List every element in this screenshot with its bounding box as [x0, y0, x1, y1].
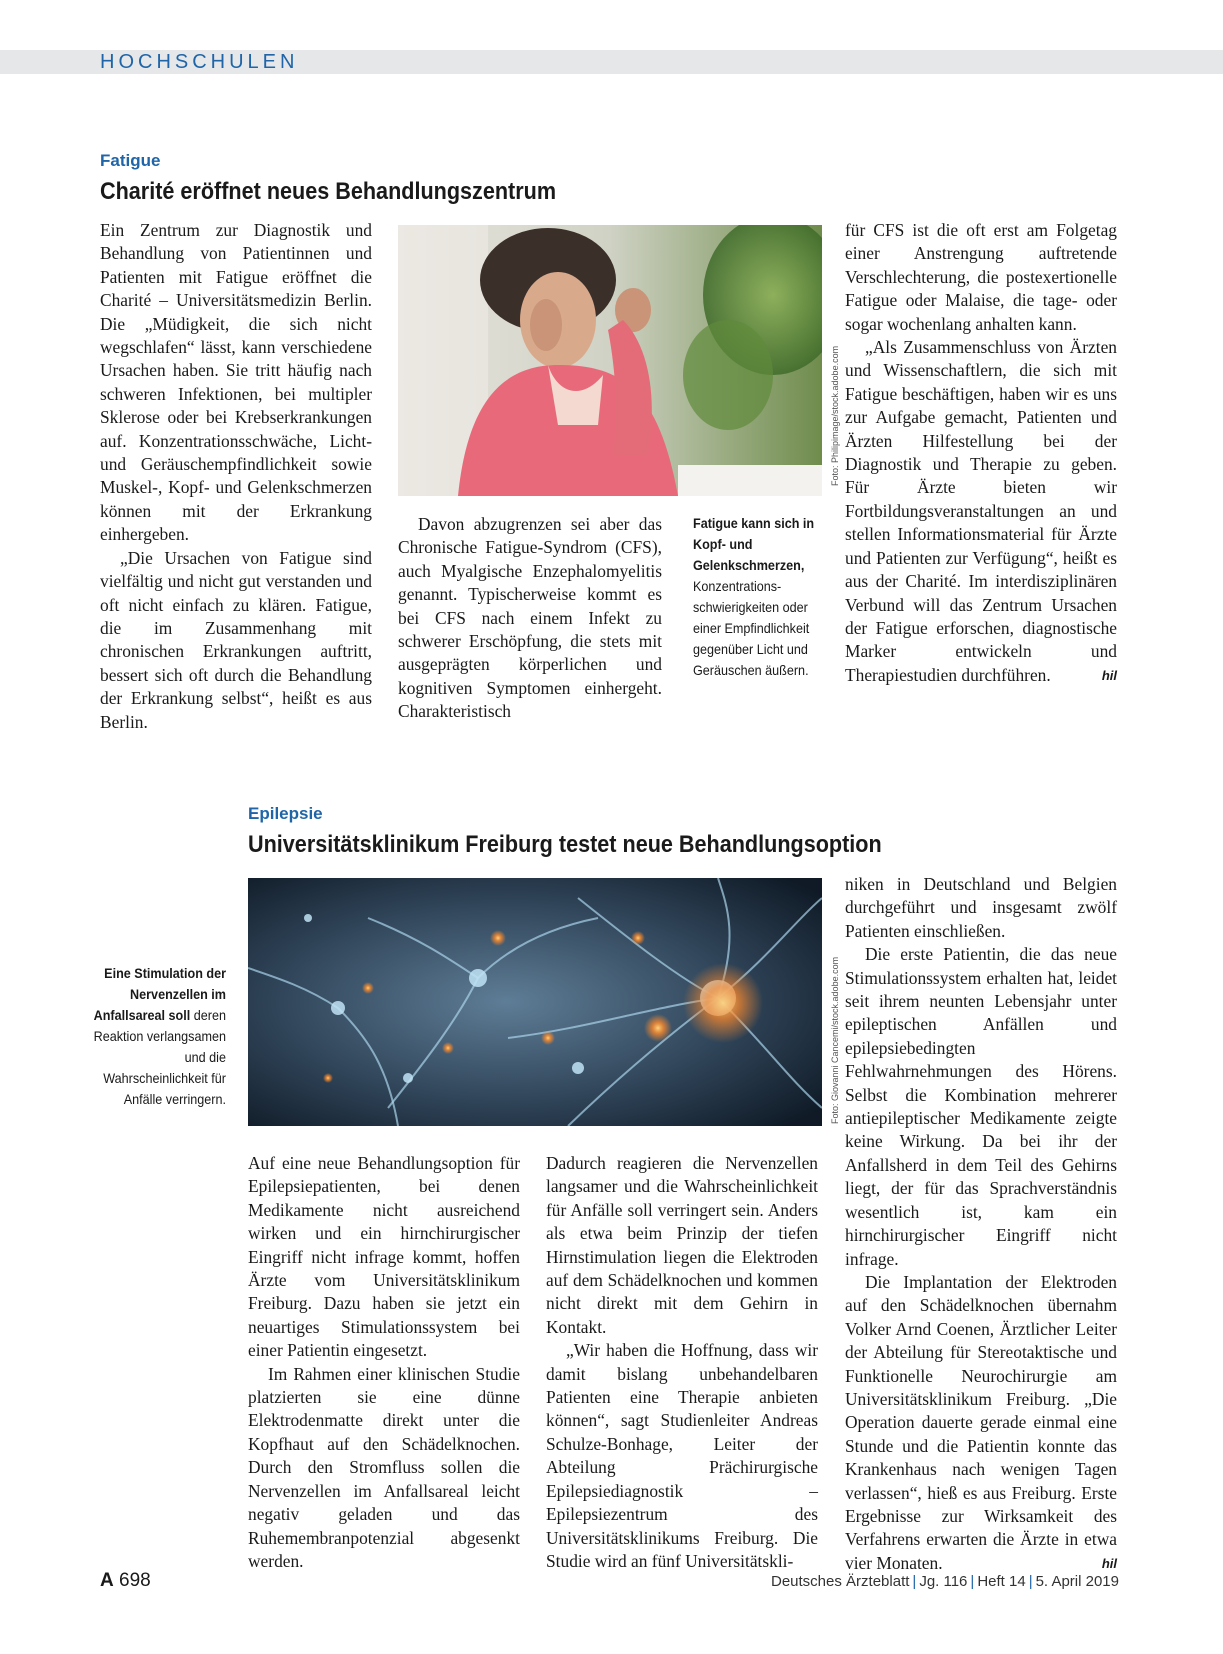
- article1-kicker: Fatigue: [100, 151, 161, 170]
- article1-col3-para-2: „Als Zusammenschluss von Ärzten und Wissenschaftlern, die sich mit Fatigue beschäftigen, haben wir es uns zur Aufgabe gemacht, Patienten und Ärzten Hilfestellung bei der Diagnostik und Therapie zu geben. Für Ärzte bieten wir Fortbildungsveranstaltungen an und stellen Informationsmaterial für Ärzte und Patienten zur Verfügung“, heißt es aus der Charité. Im interdisziplinären Verbund will das Zentrum Ursachen der Fatigue erforschen, diagnostische Marker entwickeln und Therapiestudien durchführen. hil: [845, 336, 1117, 687]
- neuron-photo-credit: Foto: Giovanni Cancemi/stock.adobe.com: [830, 956, 840, 1124]
- article1-col1-para-1: Ein Zentrum zur Diagnostik und Behandlung von Patientinnen und Patienten mit Fatigue eröffnet die Charité – Universitätsmedizin Berlin. Die „Müdigkeit, die sich nicht wegschlafen“ lässt, kann verschiedene Ursachen haben. Sie tritt häufig nach schweren Infektionen, bei multipler Sklerose oder bei Krebserkrankungen auf. Konzentrationsschwäche, Licht- und Geräuschempfindlichkeit sowie Muskel-, Kopf- und Gelenkschmerzen können mit der Erkrankung einhergeben.: [100, 220, 372, 545]
- fatigue-photo-caption: [693, 513, 828, 681]
- article1-col3-para-1: für CFS ist die oft erst am Folgetag einer Anstrengung auftretende Verschlechterung, die postexertionelle Fatigue oder Malaise, die tage- oder sogar wochenlang anhalten kann.: [845, 220, 1117, 334]
- article1-column-1: [100, 219, 372, 734]
- article1-column-3: [845, 219, 1117, 687]
- article1-column-2: [398, 513, 662, 724]
- article2-column-3: [845, 873, 1117, 1575]
- caption-bold: Eine Stimulation der Nervenzellen im Anfallsareal soll: [93, 965, 226, 1023]
- article2-col3-para-2: Die erste Patientin, die das neue Stimulationssystem erhalten hat, leidet seit ihrem neunten Lebensjahr unter epileptischen Anfällen und epilepsiebedingten Fehlwahrnehmungen des Hörens. Selbst die Kombination mehrerer antiepileptischer Medikamente zeigte keine Wirkung. Da bei ihr der Anfallsherd in dem Teil des Gehirns liegt, der für das Sprachverständnis wesentlich ist, kam ein hirnchirurgischer Eingriff nicht infrage.: [845, 944, 1117, 1269]
- article2-col1-para-1: Auf eine neue Behandlungsoption für Epilepsiepatienten, bei denen Medikamente nicht ausreichend wirken und ein hirnchirurgischer Eingriff nicht infrage kommt, hoffen Ärzte vom Universitätsklinikum Freiburg. Dazu haben sie jetzt ein neuartiges Stimulationssystem bei einer Patientin eingesetzt.: [248, 1153, 520, 1361]
- article2-col3-para-1: niken in Deutschland und Belgien durchgeführt und insgesamt zwölf Patienten einschließen.: [845, 874, 1117, 941]
- section-title: HOCHSCHULEN: [100, 51, 299, 73]
- article2-column-2: [546, 1152, 818, 1573]
- article2-col3-para-3: Die Implantation der Elektroden auf den Schädelknochen übernahm Volker Arnd Coenen, Ärztlicher Leiter der Abteilung für Stereotaktische und Funktionelle Neurochirurgie am Universitätsklinikum Freiburg. „Die Operation dauerte gerade einmal eine Stunde und die Patientin konnte das Krankenhaus nach wenigen Tagen verlassen“, hieß es aus Freiburg. Erste Ergebnisse zur Wirksamkeit des Verfahrens erwarten die Ärzte in etwa vier Monaten. hil: [845, 1271, 1117, 1575]
- journal-name: Deutsches Ärzteblatt: [771, 1573, 910, 1590]
- caption-text: deren Reaktion verlangsamen und die Wahrscheinlichkeit für Anfälle verringern.: [93, 1007, 226, 1107]
- journal-volume: Jg. 116: [919, 1573, 968, 1590]
- neuron-photo: [248, 878, 822, 1126]
- page-number: [100, 1570, 151, 1592]
- caption-text: Konzentrations-schwierigkeiten oder einer Empfindlichkeit gegenüber Licht und Geräuschen äußern.: [693, 578, 810, 678]
- article1-signature: hil: [1101, 667, 1117, 683]
- article1-col2-para-1: Davon abzugrenzen sei aber das Chronische Fatigue-Syndrom (CFS), auch Myalgische Enzephalomyelitis genannt. Typischerweise kommt es bei CFS nach einem Infekt zu schwerer Erschöpfung, die stets mit ausgeprägten körperlichen und kognitiven Symptomen einhergeht. Charakteristisch: [398, 514, 662, 722]
- journal-date: 5. April 2019: [1035, 1573, 1119, 1590]
- neuron-photo-caption: [91, 963, 226, 1110]
- article2-column-1: [248, 1152, 520, 1573]
- journal-footer: Deutsches Ärzteblatt | Jg. 116 | Heft 14 | 5. April 2019: [771, 1573, 1119, 1590]
- article2-col2-para-1: Dadurch reagieren die Nervenzellen langsamer und die Wahrscheinlichkeit für Anfälle soll verringert sein. Anders als etwa beim Prinzip der tiefen Hirnstimulation liegen die Elektroden auf dem Schädelknochen und kommen nicht direkt mit dem Gehirn in Kontakt.: [546, 1153, 818, 1337]
- caption-bold: Fatigue kann sich in Kopf- und Gelenkschmerzen,: [693, 515, 815, 573]
- fatigue-photo-credit: Foto: Philipimage/stock.adobe.com: [830, 345, 840, 486]
- article2-headline: Universitätsklinikum Freiburg testet neue Behandlungsoption: [248, 831, 882, 858]
- article2-col1-para-2: Im Rahmen einer klinischen Studie platzierten sie eine dünne Elektrodenmatte direkt unter die Kopfhaut auf den Schädelknochen. Durch den Stromfluss sollen die Nervenzellen im Anfallsareal leicht negativ geladen und das Ruhemembranpotenzial abgesenkt werden.: [248, 1363, 520, 1571]
- article2-col2-para-2: „Wir haben die Hoffnung, dass wir damit bislang unbehandelbaren Patienten eine Therapie anbieten können“, sagt Studienleiter Andreas Schulze-Bonhage, Leiter der Abteilung Prächirurgische Epilepsiediagnostik – Epilepsiezentrum des Universitätsklinikums Freiburg. Die Studie wird an fünf Universitätskli-: [546, 1340, 818, 1571]
- page-number-value: 698: [119, 1570, 151, 1591]
- article1-col1-para-2: „Die Ursachen von Fatigue sind vielfältig und nicht gut verstanden und oft nicht einfach zu klären. Fatigue, die im Zusammenhang mit chronischen Erkrankungen auftritt, bessert sich oft durch die Behandlung der Erkrankung selbst“, heißt es aus Berlin.: [100, 547, 372, 732]
- article2-kicker: Epilepsie: [248, 804, 323, 823]
- article2-signature: hil: [1101, 1555, 1117, 1571]
- journal-issue: Heft 14: [977, 1573, 1026, 1590]
- article1-headline: Charité eröffnet neues Behandlungszentrum: [100, 178, 557, 205]
- fatigue-photo: [398, 225, 822, 496]
- page-letter: A: [100, 1570, 114, 1591]
